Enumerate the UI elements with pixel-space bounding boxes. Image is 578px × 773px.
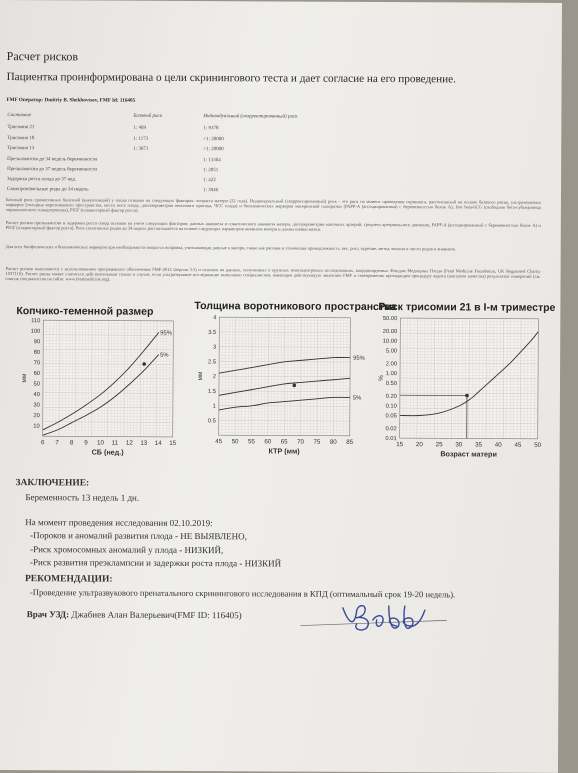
x-tick-label: 9 <box>84 439 88 446</box>
x-axis-label: КТР (мм) <box>269 446 301 455</box>
x-tick-label: 45 <box>514 442 521 449</box>
y-tick-label: 0.02 <box>385 426 396 432</box>
x-tick-label: 8 <box>70 439 74 446</box>
x-tick-label: 50 <box>232 438 239 445</box>
exam-date-line: На момент проведения исследования 02.10.2019: <box>25 517 212 528</box>
y-tick-label: 100 <box>31 329 41 335</box>
patient-point <box>142 362 146 366</box>
y-tick-label: 20.00 <box>383 329 398 335</box>
x-tick-label: 12 <box>126 440 133 447</box>
y-tick-label: 2.5 <box>208 359 216 365</box>
y-tick-label: 0.10 <box>386 404 397 410</box>
y-tick-label: 0.01 <box>385 436 396 442</box>
x-tick-label: 11 <box>112 440 119 447</box>
x-tick-label: 30 <box>455 441 462 448</box>
conclusion-heading: ЗАКЛЮЧЕНИЕ: <box>15 478 89 488</box>
y-tick-label: 0.20 <box>386 394 397 400</box>
x-axis-label: СБ (нед.) <box>92 447 125 456</box>
y-tick-label: 2 <box>213 374 216 380</box>
patient-point <box>465 394 469 398</box>
y-tick-label: 0.05 <box>386 413 397 419</box>
t21-chart <box>378 316 543 459</box>
x-tick-label: 6 <box>41 439 45 446</box>
x-tick-label: 10 <box>97 440 104 447</box>
y-axis-label: мм <box>21 373 28 383</box>
y-tick-label: 110 <box>31 318 40 324</box>
x-tick-label: 75 <box>313 439 320 446</box>
x-tick-label: 35 <box>475 441 482 448</box>
series-label-95: 95% <box>353 356 365 362</box>
crl-chart <box>21 318 178 457</box>
y-tick-label: 60 <box>34 371 40 377</box>
x-tick-label: 85 <box>346 439 353 446</box>
note-paragraph: Базовый риск хромосомных болезней (анеуплоидий) у плода основан на следующих факторах: возраста матери (32 года). Индивидуальный (скорректированный) риск - это риск на момент проведения скрининга, рассчитанный на основе базового риска, ультразвуковых маркеров (толщина воротникового пространства, кости носа плода, допплерометрия венозного протока, ЧСС плода) и биохимических маркеров материнской сыворотки (PAPP-A (ассоциированный с беременностью белок А), free beta-hCG (свободная бета-субъединица хорионического гонадотропина), PlGF (плацентарный фактор роста). <box>6 197 541 215</box>
x-tick-label: 15 <box>169 440 176 447</box>
y-tick-label: 30 <box>33 403 39 409</box>
col-condition: Состояние <box>7 113 31 118</box>
x-tick-label: 80 <box>330 439 337 446</box>
y-tick-label: 3.5 <box>208 330 216 336</box>
y-tick-label: 1.00 <box>386 371 397 377</box>
y-tick-label: 1.5 <box>208 389 216 395</box>
page-title: Расчет рисков <box>7 49 78 64</box>
conclusion-item: -Пороков и аномалий развития плода - НЕ ВЫЯВЛЕНО, <box>30 530 247 541</box>
recommendation-text: -Проведение ультразвукового пренатального скринингового исследования в КПД (оптимальный срок 19-20 недель). <box>30 587 455 599</box>
y-tick-label: 50 <box>34 381 40 387</box>
y-tick-label: 50.00 <box>383 316 398 322</box>
y-tick-label: 10 <box>33 424 39 430</box>
operator-line: FMF Оператор: Dmitriy B. Shekhovtsov, FMF Id: 116405 <box>6 97 135 104</box>
nt-chart <box>197 315 365 456</box>
col-individual: Индивидуальный (скорректированный) риск <box>203 114 297 119</box>
conclusion-item: -Риск развития преэклампсии и задержки роста плода - НИЗКИЙ <box>30 557 281 568</box>
y-tick-label: 5.00 <box>386 348 397 354</box>
series-label-5: 5% <box>160 353 168 359</box>
y-tick-label: 0.50 <box>386 381 397 387</box>
doctor-line <box>27 609 242 620</box>
y-tick-label: 0.5 <box>208 418 216 424</box>
col-base: Базовый риск <box>133 114 162 119</box>
y-tick-label: 80 <box>34 350 40 356</box>
series-label-95: 95% <box>160 330 172 336</box>
recommendations-heading: РЕКОМЕНДАЦИИ: <box>25 574 113 584</box>
charts-area <box>0 310 560 473</box>
x-tick-label: 25 <box>436 441 443 448</box>
x-tick-label: 15 <box>396 441 403 448</box>
risk-table: Состояние Базовый риск Индивидуальный (скорректированный) риск Трисомия 21 1: 469 1: 9378 Трисомия 18 1: 1173 <1: 20000 Трисомия 13 1: 3671 <1: 20000 Преэклампсия до 34 недель беременности 1: 13304 Преэклампсия до 37 недель беременности 1: 2051 Задержка роста плода до 37 нед. 1: 422 Самопроизвольные роды до 34 недель 1: 3946 <box>0 0 562 3</box>
y-tick-label: 90 <box>34 339 40 345</box>
x-axis-label: Возраст матери <box>440 449 497 458</box>
consent-statement: Пациентка проинформирована о цели скринингового теста и дает согласие на его проведение. <box>7 71 456 85</box>
doctor-name: Джабиев Алан Валерьевич(FMF ID: 116405) <box>71 609 241 620</box>
x-tick-label: 55 <box>248 438 255 445</box>
patient-point <box>293 384 297 388</box>
y-tick-label: 40 <box>33 392 39 398</box>
series-label-5: 5% <box>353 396 361 402</box>
y-tick-label: 4 <box>213 315 217 321</box>
nt-chart-title: Толщина воротникового пространства <box>194 300 396 313</box>
t21-chart-title: Риск трисомии 21 в I-м триместре <box>378 301 555 314</box>
doctor-label: Врач УЗД: <box>27 609 69 619</box>
conclusion-item: -Риск хромосомных аномалий у плода - НИЗКИЙ, <box>30 544 223 555</box>
crl-chart-title: Копчико-теменной размер <box>16 305 153 318</box>
doctor-signature <box>297 598 457 639</box>
x-tick-label: 13 <box>140 440 147 447</box>
note-paragraph: Для всех биофизических и биохимических маркеров при необходимости вводится поправка, учитывающая данные о матери, такие как расовая и этническая принадлежность, вес, рост, курение, метод зачатия и число родов в анамнезе. <box>6 244 541 252</box>
y-axis-label: % <box>378 375 385 381</box>
y-tick-label: 70 <box>34 360 40 366</box>
x-tick-label: 40 <box>495 442 502 449</box>
x-tick-label: 60 <box>264 438 271 445</box>
y-axis-label: мм <box>197 371 204 381</box>
x-tick-label: 65 <box>281 438 288 445</box>
y-tick-label: 20 <box>33 413 39 419</box>
y-tick-label: 2.00 <box>386 361 397 367</box>
x-tick-label: 14 <box>155 440 162 447</box>
y-tick-label: 10.00 <box>383 339 398 345</box>
note-paragraph: Расчет рисков выполняется с использованием программного обеспечения FMF-2012 (версия 3.5) и основан на данных, полученных в крупных многоцентровых исследованиях, координируемых Фондом Медицины Плода (Fetal Medicine Foundation, UK Registered Charity 1037116). Расчет риска может считаться действительным только в случае, если ультразвуковое исследование выполнено специалистом, имеющим действующую лицензию FMF и своевременно проходящим процедуру аудита (контроля качества) результатов измерений (см. список специалистов на сайте: www.fetalmedicine.org). <box>6 266 541 284</box>
y-tick-label: 3 <box>213 345 216 351</box>
x-tick-label: 50 <box>534 442 541 449</box>
note-paragraph: Расчет рисков преэклампсии и задержки роста плода основан на учете следующих факторов: данных анамнеза и соматического анамнеза матери, допплерометрии маточных артерий, среднего артериального давления, PAPP-A (ассоциированный с беременностью белок А) и PlGF (плацентарный фактор роста). Риск спонтанных родов до 34 недель рассчитывается на основе следующих параметров анамнеза матери и длины шейки матки. <box>6 220 541 233</box>
x-tick-label: 70 <box>297 439 304 446</box>
x-tick-label: 7 <box>55 439 59 446</box>
y-tick-label: 1 <box>213 404 216 410</box>
x-tick-label: 45 <box>215 438 222 445</box>
x-tick-label: 20 <box>416 441 423 448</box>
pregnancy-term: Беременность 13 недель 1 дн. <box>25 492 139 503</box>
